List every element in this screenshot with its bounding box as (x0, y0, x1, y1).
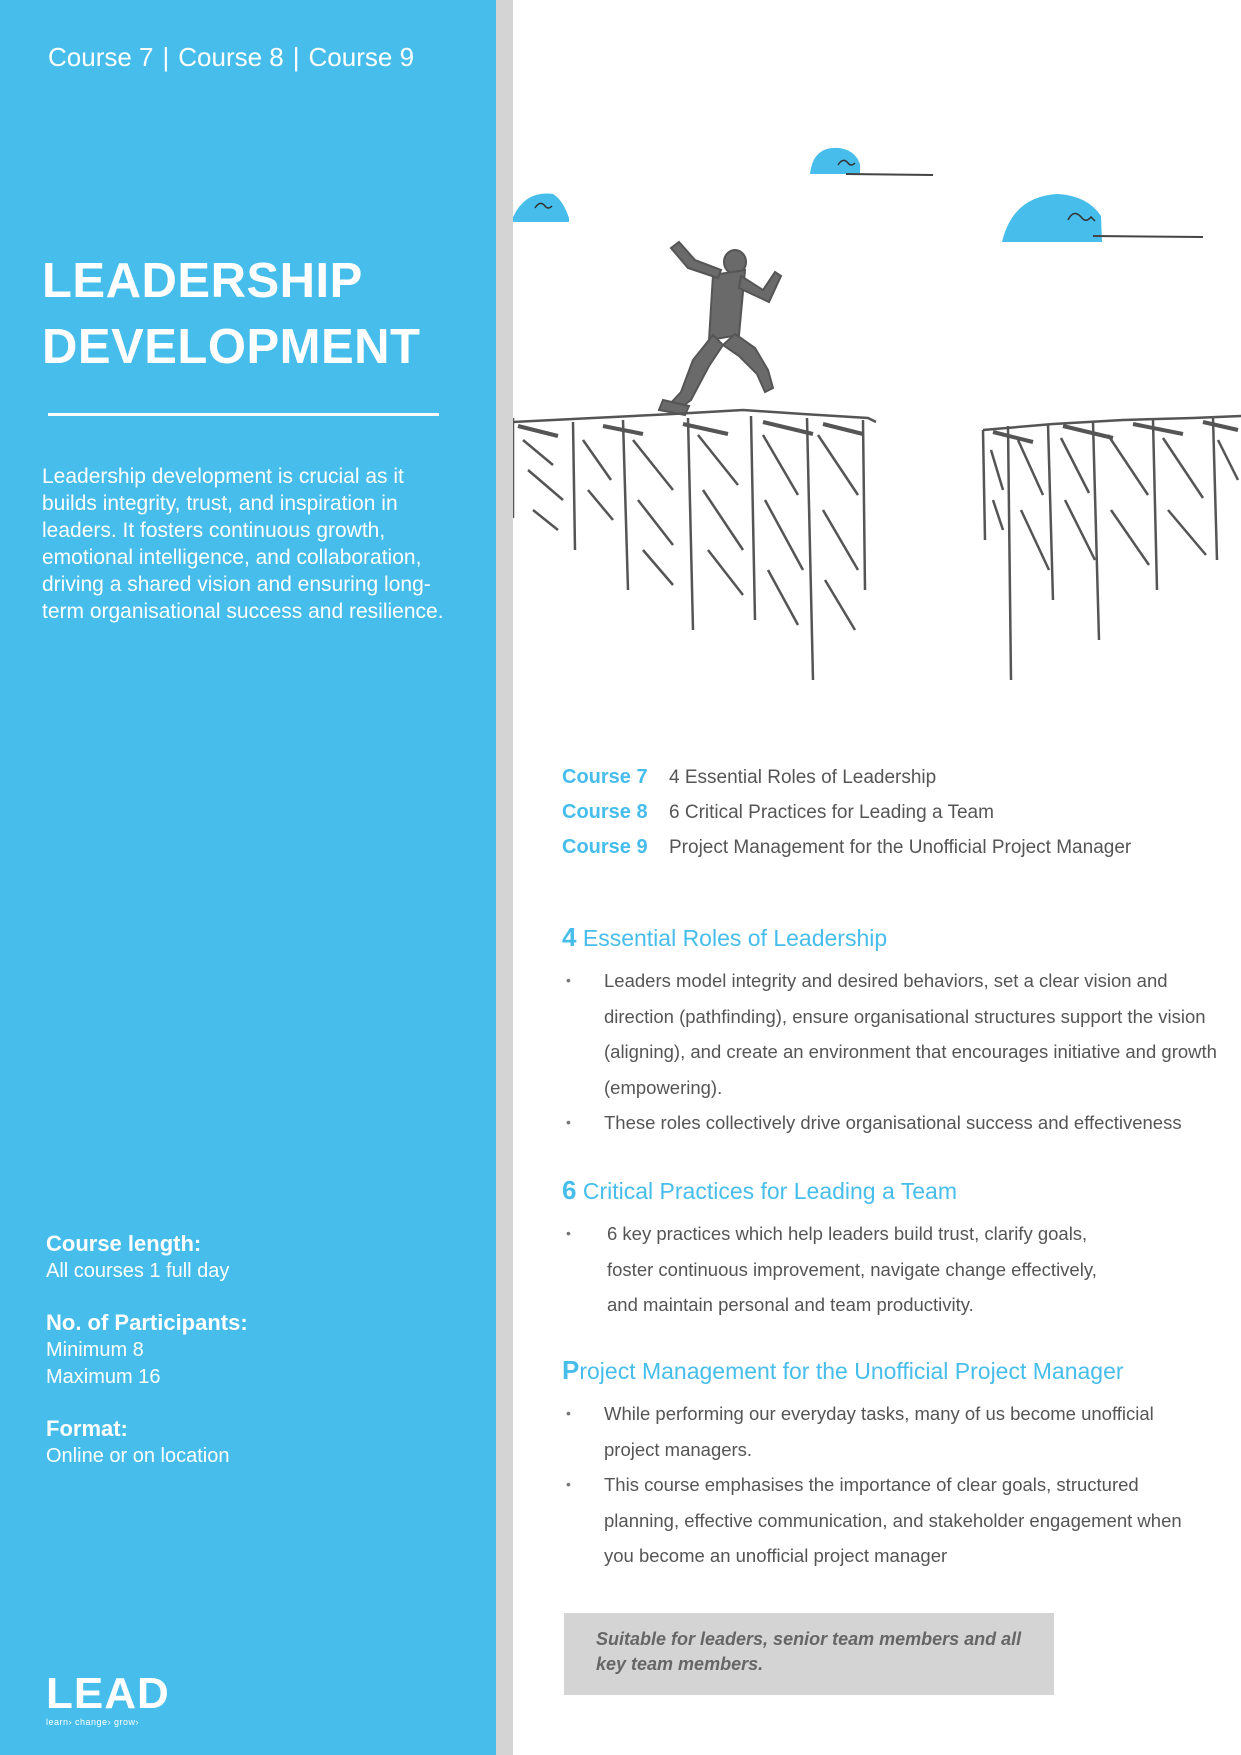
course-length-value: All courses 1 full day (46, 1260, 230, 1282)
lead-logo (46, 1669, 170, 1727)
nav-course-9[interactable]: Course 9 (308, 42, 415, 72)
section-project-management (562, 1355, 1222, 1574)
course-title: Project Management for the Unofficial Project Manager (669, 837, 1132, 858)
left-panel (0, 0, 496, 1755)
audience-note-box (564, 1613, 1054, 1695)
page-title (42, 248, 420, 380)
section-essential-roles (562, 922, 1222, 1141)
nav-separator: | (162, 42, 170, 72)
participants-max: Maximum 16 (46, 1366, 161, 1388)
format (46, 1415, 466, 1470)
course-number: Course 9 (562, 836, 648, 858)
heading-rest: Critical Practices for Leading a Team (576, 1178, 957, 1204)
heading-lead: 6 (562, 1175, 577, 1205)
audience-note: Suitable for leaders, senior team members and all key team members. (596, 1629, 1022, 1674)
gutter-stripe (496, 0, 513, 1755)
bullet-item: • Leaders model integrity and desired behaviors, set a clear vision and direction (pathfinding), ensure organisational structures support the vision (aligning), and create an environment that encourages initiative and growth (empowering). (562, 963, 1222, 1105)
course-row[interactable] (562, 797, 1131, 832)
section-heading (562, 922, 1222, 953)
format-label: Format: (46, 1416, 128, 1441)
bullet-list (562, 1216, 1222, 1323)
participants (46, 1309, 466, 1391)
course-row[interactable] (562, 832, 1131, 867)
logo-word: LEAD (46, 1669, 170, 1718)
cloud-icon (513, 194, 569, 222)
logo-tagline: learn› change› grow› (46, 1717, 140, 1727)
section-heading (562, 1355, 1222, 1386)
course-list (562, 762, 1131, 867)
format-value: Online or on location (46, 1445, 230, 1467)
heading-rest: roject Management for the Unofficial Project Manager (579, 1358, 1124, 1384)
title-divider (48, 413, 439, 416)
nav-course-7[interactable]: Course 7 (48, 42, 154, 72)
heading-rest: Essential Roles of Leadership (576, 925, 888, 951)
nav-separator: | (292, 42, 300, 72)
section-critical-practices (562, 1175, 1222, 1323)
participants-min: Minimum 8 (46, 1339, 144, 1361)
section-heading (562, 1175, 1222, 1206)
left-cliff (513, 410, 876, 680)
heading-lead: P (562, 1355, 580, 1385)
intro-text: Leadership development is crucial as it builds integrity, trust, and inspiration in leaders. It fosters continuous growth, emotional intelligence, and collaboration, driving a shared vision and ensuring long-term organisational success and resilience. (42, 465, 444, 623)
course-details (46, 1230, 466, 1494)
course-row[interactable] (562, 762, 1131, 797)
bullet-item: • 6 key practices which help leaders build trust, clarify goals, foster continuous improvement, navigate change effectively, and maintain personal and team productivity. (562, 1216, 1127, 1323)
course-title: 6 Critical Practices for Leading a Team (669, 802, 994, 823)
title-line-2: DEVELOPMENT (42, 320, 421, 374)
right-cliff (983, 416, 1241, 680)
course-length-label: Course length: (46, 1231, 202, 1256)
participants-label: No. of Participants: (46, 1310, 248, 1335)
bullet-list (562, 963, 1222, 1141)
leap-across-gap-illustration (513, 120, 1241, 700)
heading-lead: 4 (562, 922, 577, 952)
title-line-1: LEADERSHIP (42, 254, 363, 308)
course-number: Course 8 (562, 801, 648, 823)
bullet-item: • While performing our everyday tasks, many of us become unofficial project managers. (562, 1396, 1204, 1467)
bullet-list (562, 1396, 1222, 1574)
leaping-figure (659, 242, 781, 415)
bullet-item: • These roles collectively drive organisational success and effectiveness (562, 1105, 1222, 1141)
course-length (46, 1230, 466, 1285)
cloud-icon (810, 148, 933, 175)
bullet-item: • This course emphasises the importance of clear goals, structured planning, effective communication, and stakeholder engagement when you become an unofficial project manager (562, 1467, 1204, 1574)
course-number: Course 7 (562, 766, 648, 788)
cloud-icon (1002, 194, 1203, 242)
course-title: 4 Essential Roles of Leadership (669, 767, 937, 788)
nav-course-8[interactable]: Course 8 (178, 42, 284, 72)
course-nav (48, 42, 414, 73)
